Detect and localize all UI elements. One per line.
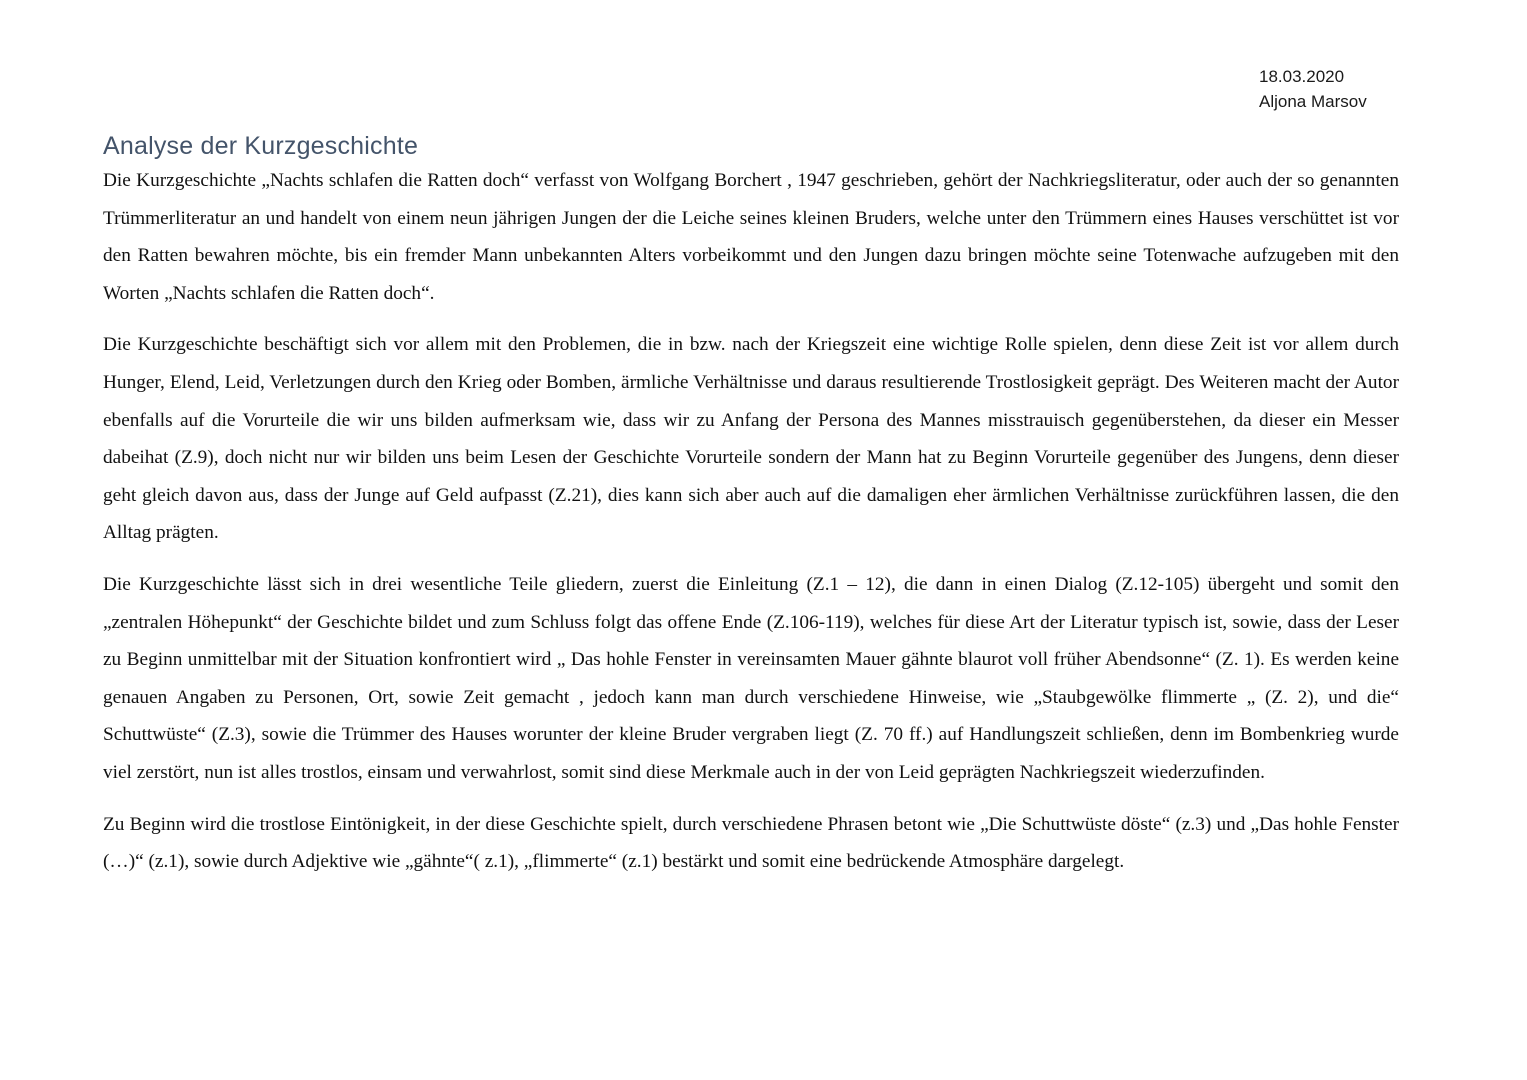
document-body — [103, 162, 1399, 881]
paragraph-2: Die Kurzgeschichte beschäftigt sich vor allem mit den Problemen, die in bzw. nach der Kriegszeit eine wichtige Rolle spielen, denn diese Zeit ist vor allem durch Hunger, Elend, Leid, Verletzungen durch den Krieg oder Bomben, ärmliche Verhältnisse und daraus resultierende Trostlosigkeit geprägt. Des Weiteren macht der Autor ebenfalls auf die Vorurteile die wir uns bilden aufmerksam wie, dass wir zu Anfang der Persona des Mannes misstrauisch gegenüberstehen, da dieser ein Messer dabeihat (Z.9), doch nicht nur wir bilden uns beim Lesen der Geschichte Vorurteile sondern der Mann hat zu Beginn Vorurteile gegenüber des Jungens, denn dieser geht gleich davon aus, dass der Junge auf Geld aufpasst (Z.21), dies kann sich aber auch auf die damaligen eher ärmlichen Verhältnisse zurückführen lassen, die den Alltag prägten. — [103, 334, 1399, 544]
header-meta — [1259, 64, 1367, 114]
paragraph-1: Die Kurzgeschichte „Nachts schlafen die Ratten doch“ verfasst von Wolfgang Borchert , 1947 geschrieben, gehört der Nachkriegsliteratur, oder auch der so genannten Trümmerliteratur an und handelt von einem neun jährigen Jungen der die Leiche seines kleinen Bruders, welche unter den Trümmern eines Hauses verschüttet ist vor den Ratten bewahren möchte, bis ein fremder Mann unbekannten Alters vorbeikommt und den Jungen dazu bringen möchte seine Totenwache aufzugeben mit den Worten „Nachts schlafen die Ratten doch“. — [103, 170, 1399, 304]
paragraph-3: Die Kurzgeschichte lässt sich in drei wesentliche Teile gliedern, zuerst die Einleitung (Z.1 – 12), die dann in einen Dialog (Z.12-105) übergeht und somit den „zentralen Höhepunkt“ der Geschichte bildet und zum Schluss folgt das offene Ende (Z.106-119), welches für diese Art der Literatur typisch ist, sowie, dass der Leser zu Beginn unmittelbar mit der Situation konfrontiert wird „ Das hohle Fenster in vereinsamten Mauer gähnte blaurot voll früher Abendsonne“ (Z. 1). Es werden keine genauen Angaben zu Personen, Ort, sowie Zeit gemacht , jedoch kann man durch verschiedene Hinweise, wie „Staubgewölke flimmerte „ (Z. 2), und die“ Schuttwüste“ (Z.3), sowie die Trümmer des Hauses worunter der kleine Bruder vergraben liegt (Z. 70 ff.) auf Handlungszeit schließen, denn im Bombenkrieg wurde viel zerstört, nun ist alles trostlos, einsam und verwahrlost, somit sind diese Merkmale auch in der von Leid geprägten Nachkriegszeit wiederzufinden. — [103, 573, 1399, 783]
author-name: Aljona Marsov — [1259, 92, 1367, 111]
document-date: 18.03.2020 — [1259, 67, 1345, 86]
document-title: Analyse der Kurzgeschichte — [103, 132, 419, 160]
paragraph-4: Zu Beginn wird die trostlose Eintönigkeit, in der diese Geschichte spielt, durch verschiedene Phrasen betont wie „Die Schuttwüste döste“ (z.3) und „Das hohle Fenster (…)“ (z.1), sowie durch Adjektive wie „gähnte“( z.1), „flimmerte“ (z.1) bestärkt und somit eine bedrückende Atmosphäre dargelegt. — [103, 813, 1399, 873]
